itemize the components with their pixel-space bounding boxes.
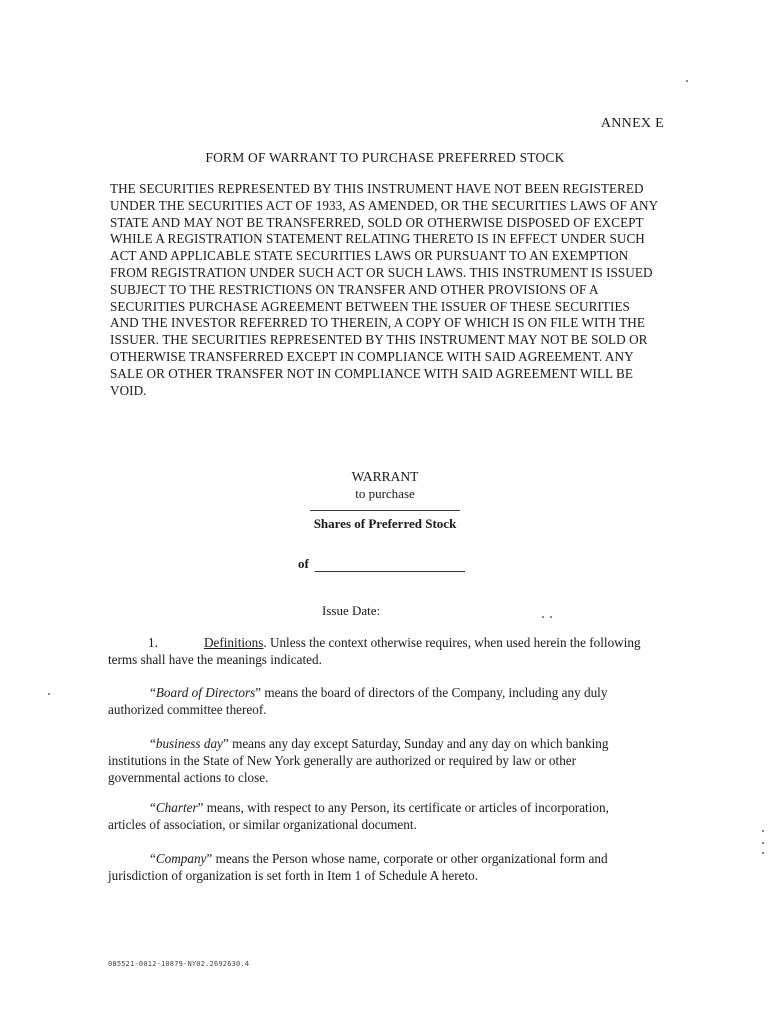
section-number: 1. — [148, 635, 158, 650]
definition-term: business day — [155, 736, 223, 751]
scan-speck — [762, 830, 764, 832]
issuer-row — [298, 556, 465, 572]
definition-board-of-directors — [108, 684, 648, 718]
close-quote: ” — [197, 800, 204, 815]
of-label: of — [298, 556, 309, 571]
close-quote: ” — [255, 685, 262, 700]
form-title: FORM OF WARRANT TO PURCHASE PREFERRED STOCK — [205, 150, 565, 165]
issue-date-row — [322, 603, 380, 619]
restrictive-legend: THE SECURITIES REPRESENTED BY THIS INSTRUMENT HAVE NOT BEEN REGISTERED UNDER THE SECURITIES ACT OF 1933, AS AMENDED, OR THE SECURITIES LAWS OF ANY STATE AND MAY NOT BE TRANSFERRED, SOLD OR OTHERWISE DISPOSED OF EXCEPT WHILE A REGISTRATION STATEMENT RELATING THERETO IS IN EFFECT UNDER SUCH ACT AND APPLICABLE STATE SECURITIES LAWS OR PURSUANT TO AN EXEMPTION FROM REGISTRATION UNDER SUCH ACT OR SUCH LAWS. THIS INSTRUMENT IS ISSUED SUBJECT TO THE RESTRICTIONS ON TRANSFER AND OTHER PROVISIONS OF A SECURITIES PURCHASE AGREEMENT BETWEEN THE ISSUER OF THESE SECURITIES AND THE INVESTOR REFERRED TO THEREIN, A COPY OF WHICH IS ON FILE WITH THE ISSUER. THE SECURITIES REPRESENTED BY THIS INSTRUMENT MAY NOT BE SOLD OR OTHERWISE TRANSFERRED EXCEPT IN COMPLIANCE WITH SAID AGREEMENT. ANY SALE OR OTHER TRANSFER NOT IN COMPLIANCE WITH SAID AGREEMENT WILL BE VOID. — [110, 181, 658, 398]
section-heading: Definitions — [204, 635, 264, 650]
shares-blank-line — [310, 510, 460, 511]
warrant-title: WARRANT — [351, 469, 419, 484]
definition-term: Company — [155, 851, 207, 866]
issue-date-label: Issue Date: — [322, 603, 381, 618]
close-quote: ” — [222, 736, 229, 751]
document-footer-id: 085521-0012-10879-NY02.2692630.4 — [108, 960, 250, 968]
shares-label: Shares of Preferred Stock — [313, 516, 457, 531]
definition-text: means the board of directors of the Company, including any duly authorized committee thereof. — [108, 685, 608, 717]
annex-label: ANNEX E — [600, 116, 664, 131]
definition-company — [108, 850, 648, 884]
warrant-heading-block — [260, 468, 510, 532]
scan-speck — [550, 616, 552, 618]
scan-speck — [542, 616, 544, 618]
scan-speck — [686, 80, 688, 82]
definition-term: Charter — [155, 800, 198, 815]
definition-business-day — [108, 735, 648, 786]
definition-charter — [108, 799, 648, 833]
open-quote: “ — [150, 736, 156, 751]
definition-term: Board of Directors — [155, 685, 256, 700]
issuer-blank-line — [315, 558, 465, 572]
definition-text: means, with respect to any Person, its certificate or articles of incorporation, articles of association, or similar organizational document. — [108, 800, 609, 832]
section-text: . Unless the context otherwise requires, when used herein the following terms shall have the meanings indicated. — [108, 635, 641, 667]
open-quote: “ — [150, 800, 156, 815]
definition-text: means any day except Saturday, Sunday and any day on which banking institutions in the State of New York generally are authorized or required by law or other governmental actions to close. — [108, 736, 609, 785]
warrant-subtitle: to purchase — [355, 486, 415, 501]
scan-speck — [762, 852, 764, 854]
scan-speck — [48, 693, 50, 695]
close-quote: ” — [206, 851, 213, 866]
open-quote: “ — [150, 851, 156, 866]
open-quote: “ — [150, 685, 156, 700]
section-1-definitions — [108, 634, 648, 668]
definition-text: means the Person whose name, corporate or other organizational form and jurisdiction of organization is set forth in Item 1 of Schedule A hereto. — [108, 851, 608, 883]
scan-speck — [762, 842, 764, 844]
